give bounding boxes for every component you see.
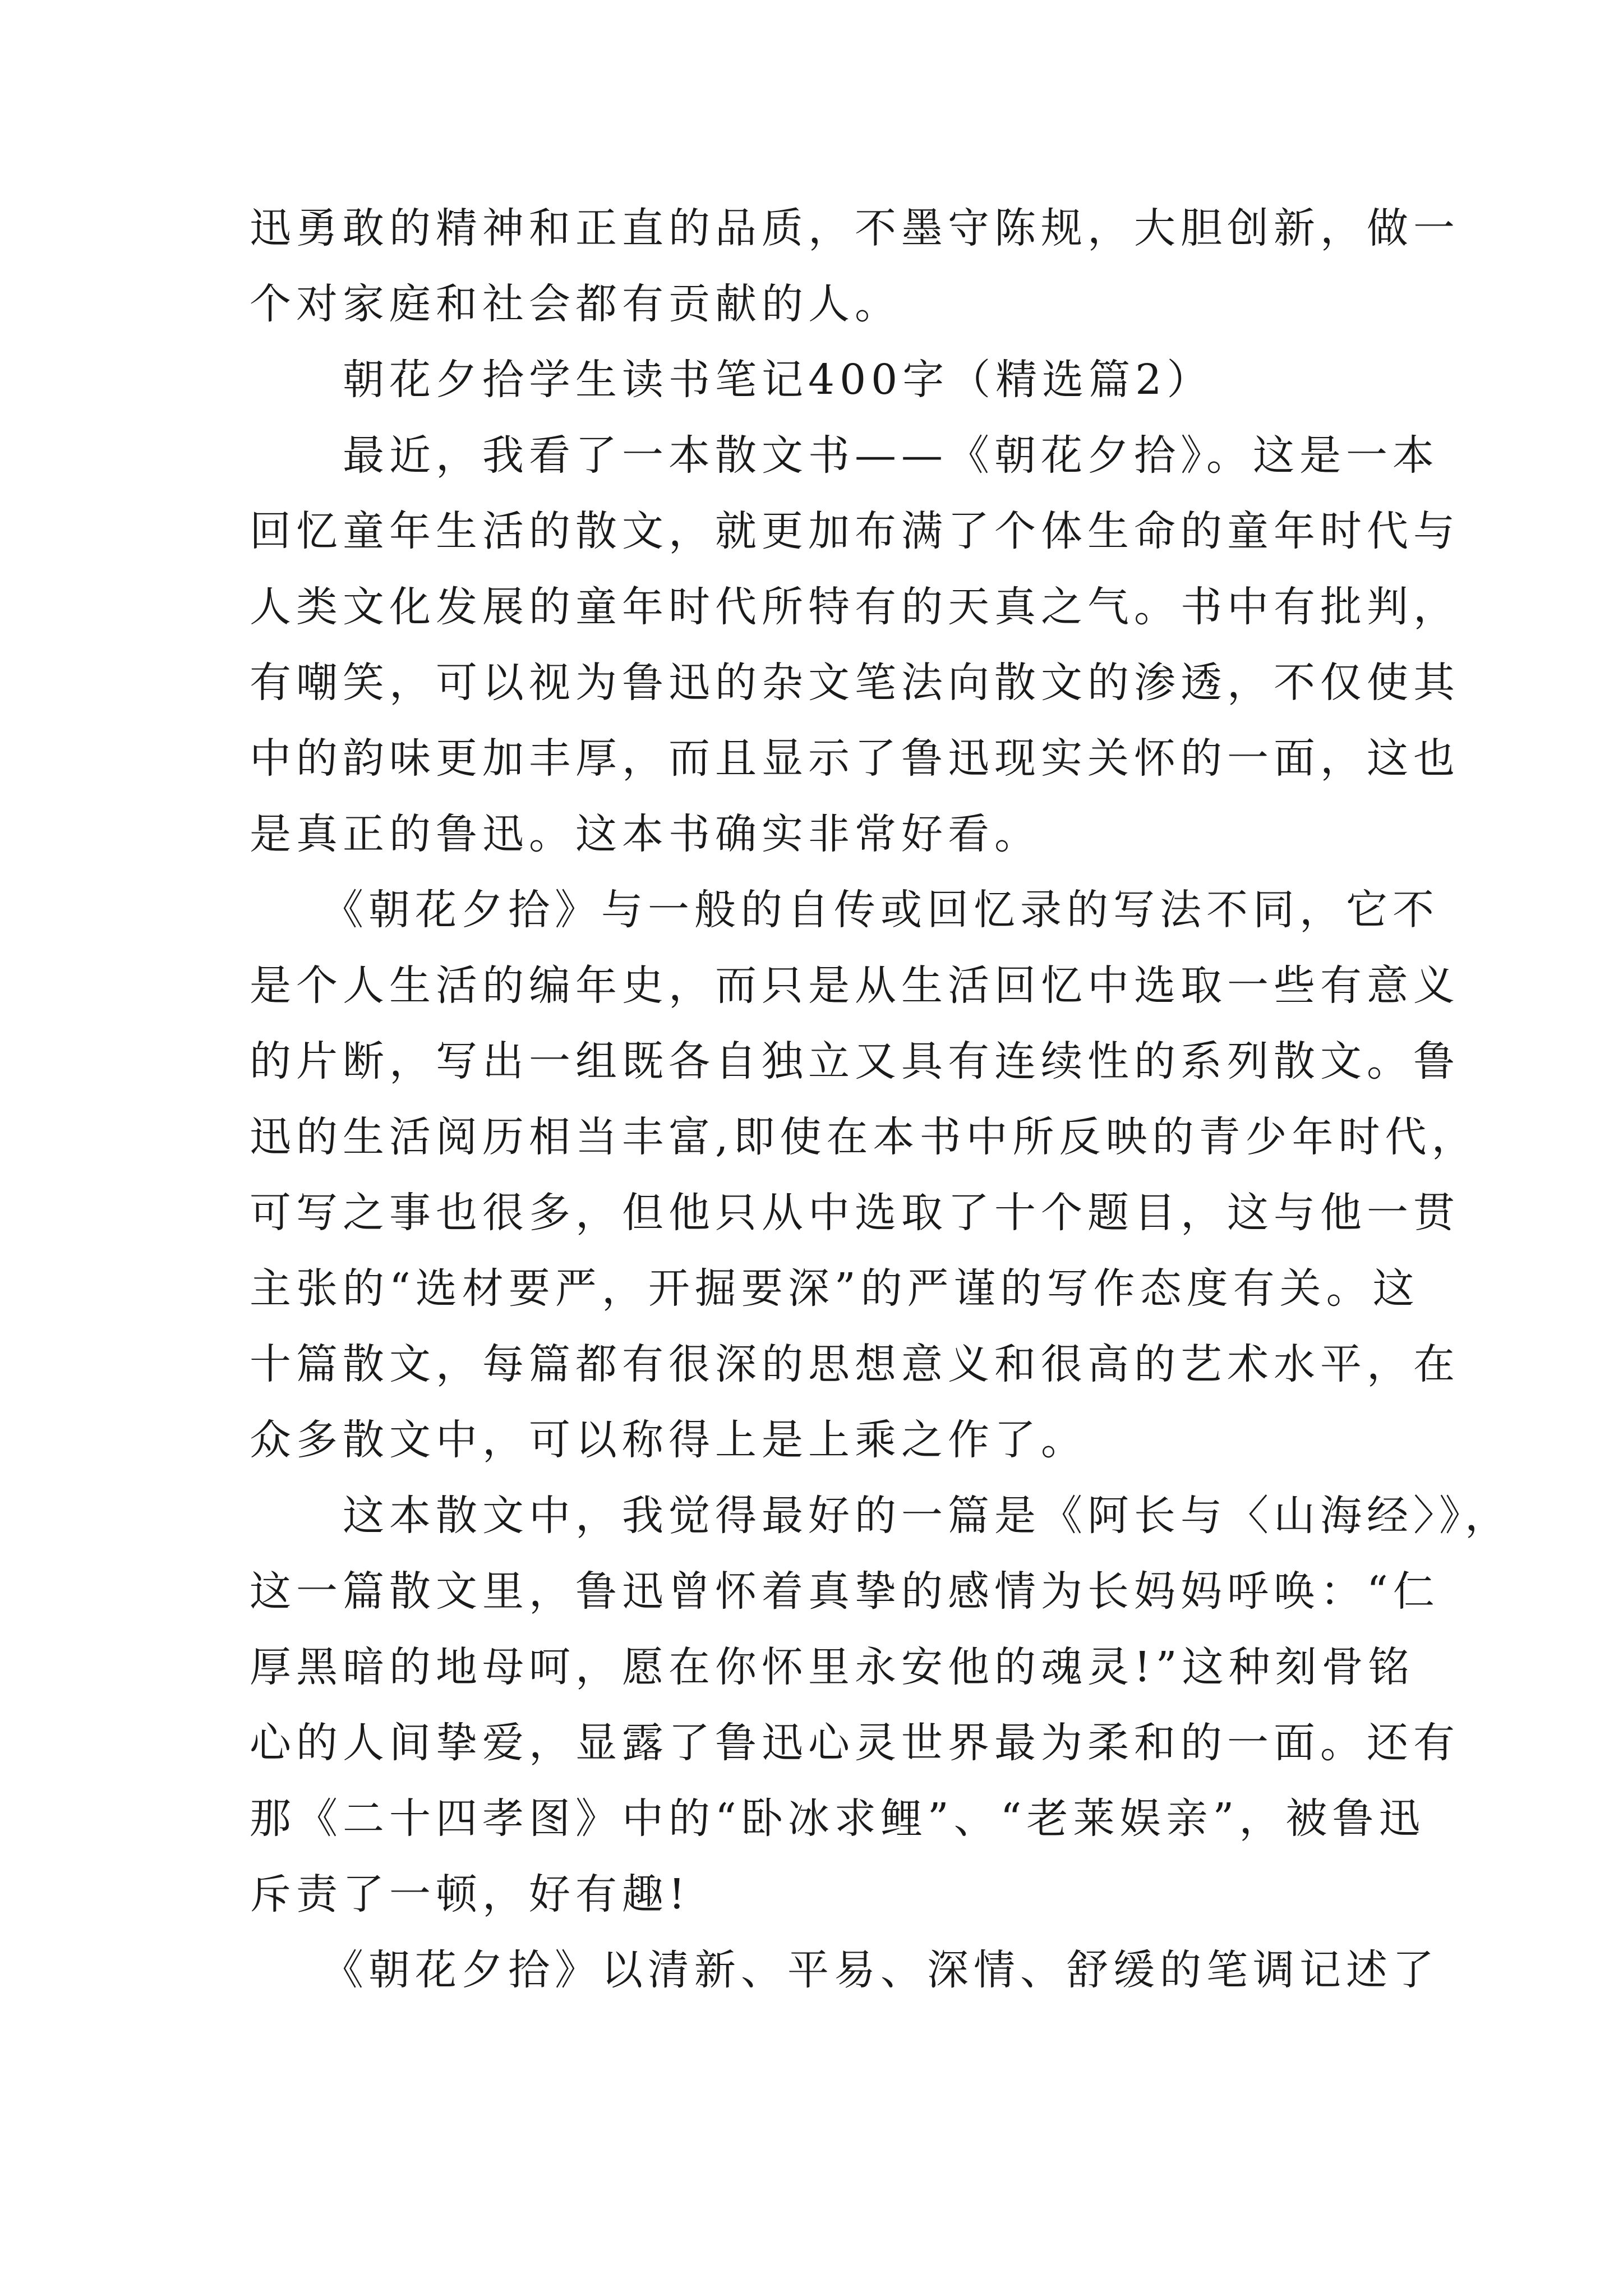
paragraph-continuation: [250, 191, 1460, 342]
text-line: 心的人间挚爱，显露了鲁迅心灵世界最为柔和的一面。还有: [250, 1719, 1460, 1767]
text-line: 个对家庭和社会都有贡献的人。: [250, 280, 901, 328]
paragraph-3: [250, 1478, 1511, 1932]
text-line: 迅的生活阅历相当丰富,即使在本书中所反映的青少年时代，: [250, 1113, 1478, 1161]
text-line: 这本散文中，我觉得最好的一篇是《阿长与〈山海经〉》，: [250, 1492, 1511, 1540]
text-line: 十篇散文，每篇都有很深的思想意义和很高的艺术水平，在: [250, 1340, 1460, 1388]
text-line: 中的韵味更加丰厚，而且显示了鲁迅现实关怀的一面，这也: [250, 734, 1460, 783]
text-line: 斥责了一顿，好有趣!: [250, 1870, 690, 1918]
paragraph-2: [250, 872, 1478, 1478]
heading-line: 朝花夕拾学生读书笔记400字（精选篇2）: [250, 356, 1214, 404]
section-heading: [250, 342, 1408, 418]
text-line: 那《二十四孝图》中的“卧冰求鲤”、“老莱娱亲”，被鲁迅: [250, 1795, 1426, 1843]
text-line: 这一篇散文里，鲁迅曾怀着真挚的感情为长妈妈呼唤：“仁: [250, 1567, 1440, 1616]
body-text: [250, 191, 1511, 2008]
text-line: 《朝花夕拾》以清新、平易、深情、舒缓的笔调记述了: [250, 1946, 1439, 1994]
text-line: 可写之事也很多，但他只从中选取了十个题目，这与他一贯: [250, 1189, 1460, 1237]
text-line: 厚黑暗的地母呵，愿在你怀里永安他的魂灵!”这种刻骨铭: [250, 1643, 1415, 1691]
paragraph-1: [250, 418, 1460, 872]
paragraph-4: [250, 1932, 1439, 2008]
text-line: 人类文化发展的童年时代所特有的天真之气。书中有批判，: [250, 583, 1460, 631]
text-line: 有嘲笑，可以视为鲁迅的杂文笔法向散文的渗透，不仅使其: [250, 659, 1460, 707]
text-line: 众多散文中，可以称得上是上乘之作了。: [250, 1416, 1087, 1464]
text-line: 的片断，写出一组既各自独立又具有连续性的系列散文。鲁: [250, 1037, 1460, 1085]
text-line: 最近，我看了一本散文书——《朝花夕拾》。这是一本: [250, 431, 1439, 480]
text-line: 《朝花夕拾》与一般的自传或回忆录的写法不同，它不: [250, 886, 1439, 934]
text-line: 是真正的鲁迅。这本书确实非常好看。: [250, 810, 1041, 858]
text-line: 主张的“选材要严，开掘要深”的严谨的写作态度有关。这: [250, 1264, 1419, 1313]
text-line: 迅勇敢的精神和正直的品质，不墨守陈规，大胆创新，做一: [250, 204, 1460, 252]
text-line: 回忆童年生活的散文，就更加布满了个体生命的童年时代与: [250, 507, 1460, 555]
text-line: 是个人生活的编年史，而只是从生活回忆中选取一些有意义: [250, 961, 1460, 1010]
